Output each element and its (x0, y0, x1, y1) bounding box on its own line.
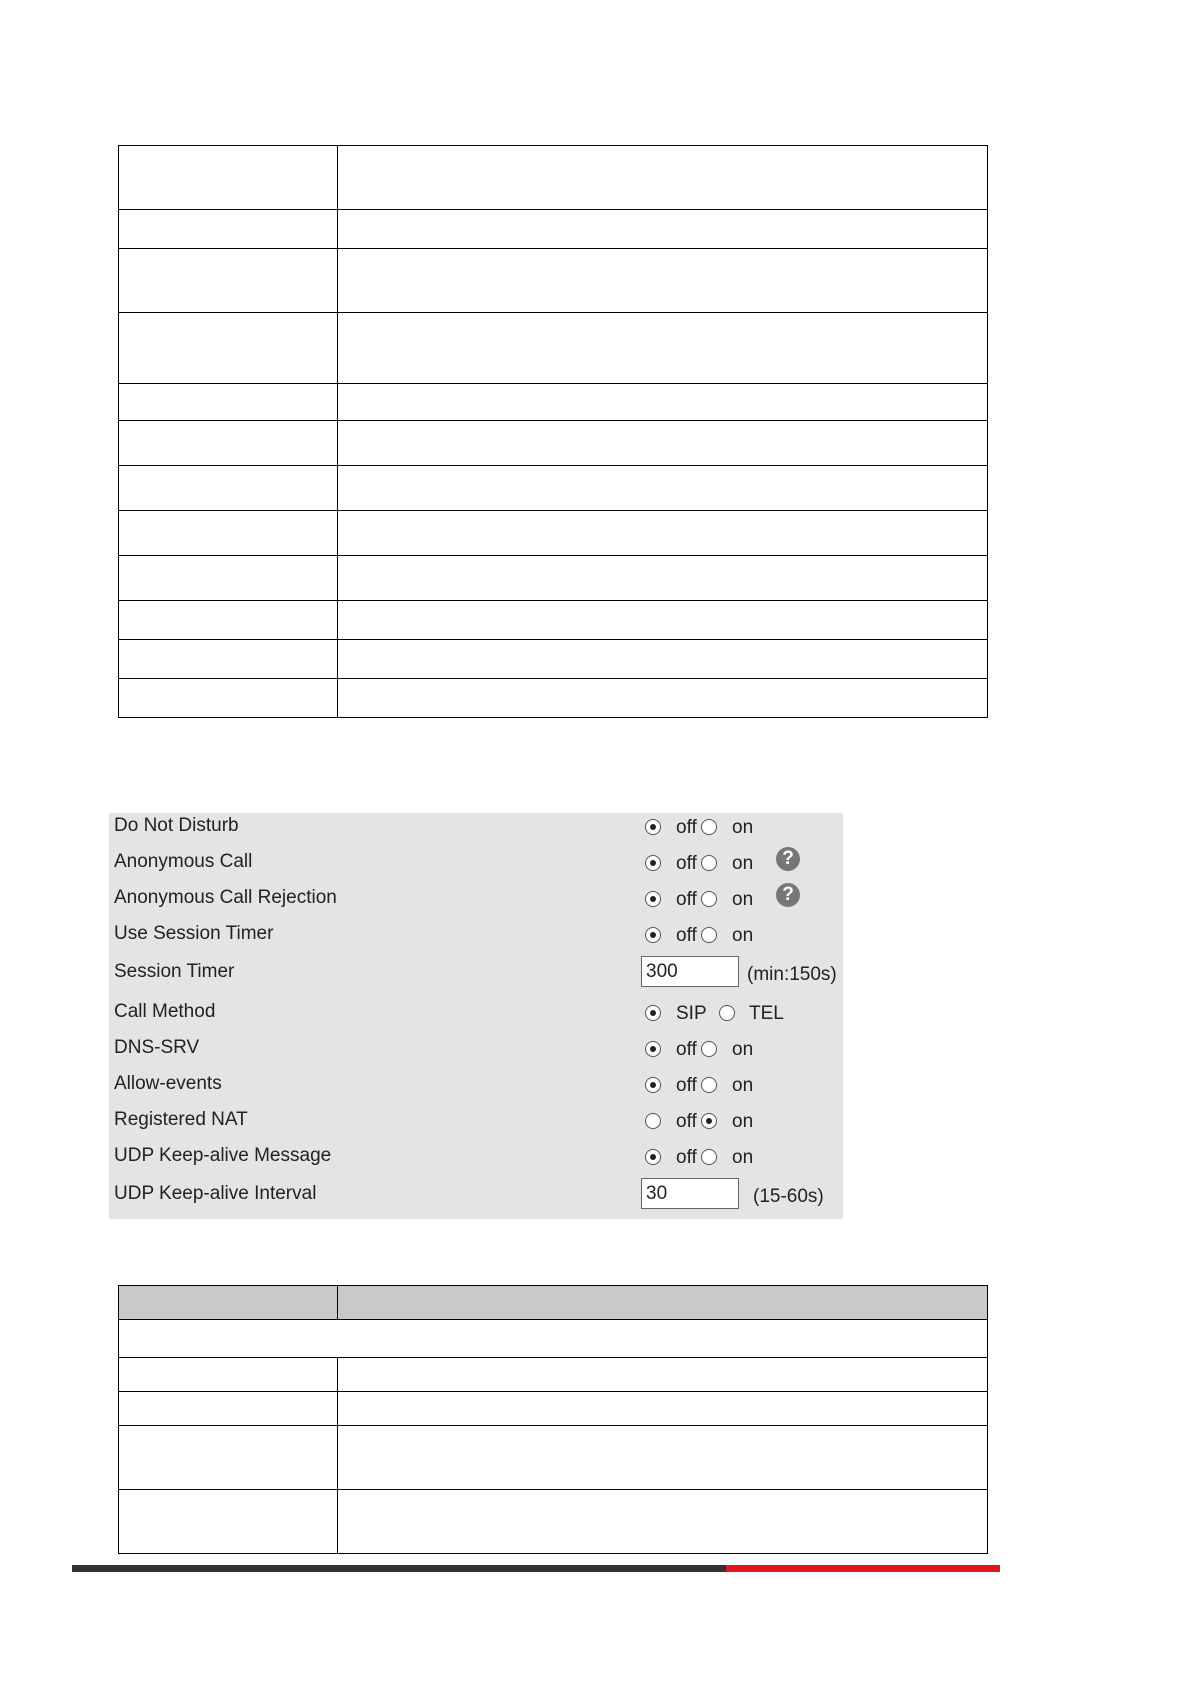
setting-label: UDP Keep-alive Interval (114, 1183, 317, 1204)
radio-off[interactable] (645, 891, 661, 907)
setting-row (109, 1071, 843, 1101)
table-cell (338, 511, 988, 556)
table-row (119, 556, 988, 601)
table-cell (338, 679, 988, 718)
radio-label-off: off (676, 925, 697, 946)
radio-off[interactable] (645, 819, 661, 835)
setting-row (109, 849, 843, 879)
table-cell (119, 679, 338, 718)
table-row (119, 601, 988, 640)
radio-on[interactable] (701, 819, 717, 835)
radio-off[interactable] (645, 927, 661, 943)
table-cell (119, 313, 338, 384)
radio-off[interactable] (645, 855, 661, 871)
setting-hint: (15-60s) (753, 1186, 824, 1207)
radio-on[interactable] (701, 1113, 717, 1129)
table-cell (119, 466, 338, 511)
setting-row (109, 885, 843, 915)
radio-label-off: off (676, 1075, 697, 1096)
table-row (119, 249, 988, 313)
radio-label-off: off (676, 817, 697, 838)
table-cell (119, 1392, 338, 1426)
table-cell (119, 421, 338, 466)
radio-label-on: on (732, 889, 754, 910)
table-header-cell (338, 1286, 988, 1320)
setting-label: Anonymous Call Rejection (114, 887, 337, 908)
radio-label-on: on (732, 1039, 754, 1060)
table-cell (338, 601, 988, 640)
table-cell (338, 1490, 988, 1554)
setting-row (109, 1143, 843, 1173)
question-mark-icon[interactable]: ? (776, 883, 800, 907)
setting-hint: (min:150s) (747, 964, 837, 985)
table-cell (338, 556, 988, 601)
table-cell (119, 249, 338, 313)
table-cell (338, 146, 988, 210)
table-header-cell (119, 1286, 338, 1320)
table-cell (338, 1392, 988, 1426)
radio-label-off: off (676, 853, 697, 874)
setting-label: Do Not Disturb (114, 815, 239, 836)
radio-label-tel: TEL (749, 1003, 784, 1024)
table-cell (119, 601, 338, 640)
radio-label-off: off (676, 1111, 697, 1132)
top-table (118, 145, 988, 718)
setting-label: Session Timer (114, 961, 235, 982)
table-cell (338, 421, 988, 466)
setting-label: Allow-events (114, 1073, 222, 1094)
table-row (119, 466, 988, 511)
setting-label: Call Method (114, 1001, 216, 1022)
setting-row (109, 1035, 843, 1065)
table-row (119, 384, 988, 421)
setting-row (109, 1181, 843, 1211)
radio-label-off: off (676, 1147, 697, 1168)
table-cell (119, 511, 338, 556)
radio-label-on: on (732, 853, 754, 874)
table-row (119, 1358, 988, 1392)
radio-label-off: off (676, 1039, 697, 1060)
setting-label: Registered NAT (114, 1109, 248, 1130)
setting-row (109, 1107, 843, 1137)
table-cell (119, 556, 338, 601)
table-cell (119, 1320, 988, 1358)
radio-label-on: on (732, 925, 754, 946)
setting-row (109, 921, 843, 951)
table-cell (338, 249, 988, 313)
table-cell (338, 384, 988, 421)
radio-on[interactable] (701, 1041, 717, 1057)
setting-label: Use Session Timer (114, 923, 274, 944)
radio-sip[interactable] (645, 1005, 661, 1021)
table-cell (338, 1426, 988, 1490)
setting-label: Anonymous Call (114, 851, 253, 872)
table-row (119, 210, 988, 249)
table-row (119, 679, 988, 718)
footer-bar-red (726, 1565, 1000, 1572)
table-cell (119, 384, 338, 421)
footer-bar-dark (72, 1565, 726, 1572)
table-cell (338, 466, 988, 511)
setting-input[interactable] (641, 1178, 739, 1209)
radio-off[interactable] (645, 1149, 661, 1165)
table-row (119, 1320, 988, 1358)
setting-input[interactable] (641, 956, 739, 987)
radio-on[interactable] (701, 1149, 717, 1165)
radio-label-sip: SIP (676, 1003, 707, 1024)
table-header-row (119, 1286, 988, 1320)
table-cell (119, 640, 338, 679)
radio-on[interactable] (701, 927, 717, 943)
table-cell (119, 146, 338, 210)
radio-off[interactable] (645, 1077, 661, 1093)
table-row (119, 146, 988, 210)
table-row (119, 1490, 988, 1554)
setting-row (109, 959, 843, 989)
radio-label-on: on (732, 817, 754, 838)
table-cell (338, 1358, 988, 1392)
setting-row (109, 813, 843, 843)
table-cell (119, 1426, 338, 1490)
setting-label: UDP Keep-alive Message (114, 1145, 332, 1166)
bottom-table (118, 1285, 988, 1554)
table-row (119, 640, 988, 679)
table-cell (338, 210, 988, 249)
radio-tel[interactable] (719, 1005, 735, 1021)
table-cell (338, 313, 988, 384)
question-mark-icon[interactable]: ? (776, 847, 800, 871)
table-row (119, 313, 988, 384)
radio-on[interactable] (701, 1077, 717, 1093)
radio-off[interactable] (645, 1113, 661, 1129)
setting-row (109, 999, 843, 1029)
table-row (119, 421, 988, 466)
setting-label: DNS-SRV (114, 1037, 200, 1058)
table-row (119, 1392, 988, 1426)
radio-label-on: on (732, 1147, 754, 1168)
settings-panel (109, 813, 843, 1219)
radio-label-off: off (676, 889, 697, 910)
radio-label-on: on (732, 1075, 754, 1096)
radio-on[interactable] (701, 855, 717, 871)
table-cell (119, 210, 338, 249)
table-cell (119, 1490, 338, 1554)
radio-off[interactable] (645, 1041, 661, 1057)
table-cell (338, 640, 988, 679)
table-row (119, 1426, 988, 1490)
table-row (119, 511, 988, 556)
radio-on[interactable] (701, 891, 717, 907)
table-cell (119, 1358, 338, 1392)
radio-label-on: on (732, 1111, 754, 1132)
